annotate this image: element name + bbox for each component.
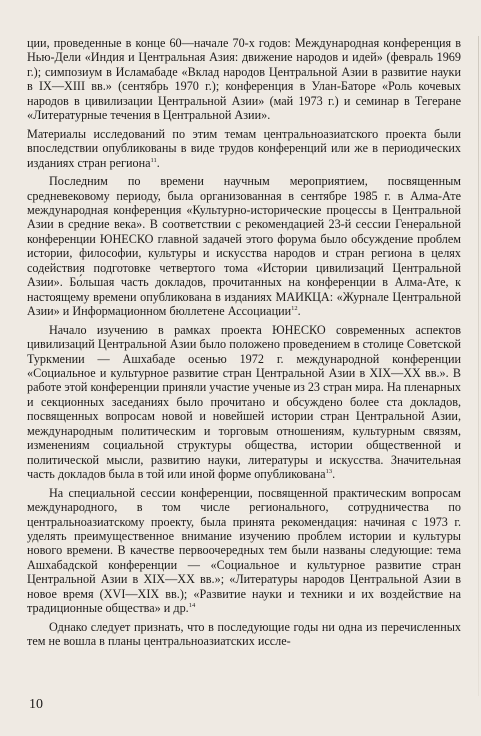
page-text bbox=[27, 36, 461, 653]
paragraph-text: . bbox=[156, 155, 160, 170]
footnote-marker: 13 bbox=[325, 468, 333, 476]
paragraph-text: Однако следует признать, что в последующие годы ни одна из перечисленных тем не вошла в планы центральноазиатских иссле- bbox=[27, 619, 461, 649]
paragraph-text: . bbox=[332, 467, 336, 482]
paragraph bbox=[27, 323, 461, 482]
paragraph bbox=[27, 620, 461, 649]
paragraph bbox=[27, 486, 461, 616]
paragraph bbox=[27, 174, 461, 319]
paragraph-text: Материалы исследований по этим темам центральноазиатского проекта были впоследствии опубликованы в виде трудов конференций или же в периодических изданиях стран региона bbox=[27, 126, 461, 170]
paragraph-text: Последним по времени научным мероприятием, посвященным средневековому периоду, была организованная в сентябре 1985 г. в Алма-Ате международная конференция «Культурно-исторические процессы в Центральной Азии в средние века». В соответствии с рекомендацией 23-й сессии Генеральной конференции ЮНЕСКО главной задачей этого форума было обсуждение проблем истории, философии, культуры и искусства народов и стран региона в целях содействия подготовке четвертого тома «Истории цивилизаций Центральной Азии». Бо́льшая часть докладов, прочитанных на конференции в Алма-Ате, к настоящему времени опубликована в изданиях МАИКЦА: «Журнале Центральной Азии» и Информационном бюллетене Ассоциации bbox=[27, 174, 461, 319]
paragraph bbox=[27, 36, 461, 123]
paragraph-text: На специальной сессии конференции, посвященной практическим вопросам международного, в том числе регионального, сотрудничества по центральноазиатскому проекту, была принята рекомендация: начиная с 1973 г. уделять преимущественное внимание изучению проблем истории и культуры нового времени. В качестве первоочередных тем были названы следующие: тема Ашхабадской конференции — «Социальное и культурное развитие стран Центральной Азии в XIX—XX вв.»; «Литературы народов Центральной Азии в новое время (XVI—XIX вв.); «Развитие науки и техники и их воздействие на традиционные общества» и др. bbox=[27, 485, 461, 616]
paragraph bbox=[27, 127, 461, 170]
footnote-marker: 12 bbox=[291, 305, 298, 313]
paragraph-text: . bbox=[297, 304, 301, 319]
paragraph-text: Начало изучению в рамках проекта ЮНЕСКО современных аспектов цивилизаций Центральной Азии было положено проведением в столице Советской Туркмении — Ашхабаде осенью 1972 г. международной конференции «Социальное и культурное развитие стран Центральной Азии в XIX—XX вв.». В работе этой конференции приняли участие ученые из 23 стран мира. На пленарных и секционных заседаниях было прочитано и обсуждено более ста докладов, посвященных вопросам новой и новейшей истории стран Центральной Азии, международным политическим и торговым отношениям, культурным связям, изменениям социальной структуры общества, истории общественной и политической мысли, развитию науки, литературы и искусства. Значительная часть докладов была в той или иной форме опубликована bbox=[27, 322, 461, 482]
footnote-marker: 14 bbox=[188, 602, 196, 610]
paragraph-text: ции, проведенные в конце 60—начале 70-х годов: Международная конференция в Нью-Дели «Индия и Центральная Азия: движение народов и идей» (февраль 1969 г.); симпозиум в Исламабаде «Вклад народов Центральной Азии в развитие науки в IX—XIII вв.» (сентябрь 1970 г.); конференция в Улан-Баторе «Роль кочевых народов в цивилизации Центральной Азии» (май 1973 г.) и семинар в Тегеране «Литературные течения в Центральной Азии». bbox=[27, 36, 461, 123]
page-number: 10 bbox=[29, 697, 43, 712]
page-edge-shadow bbox=[478, 36, 479, 696]
footnote-marker: 11 bbox=[150, 156, 157, 164]
